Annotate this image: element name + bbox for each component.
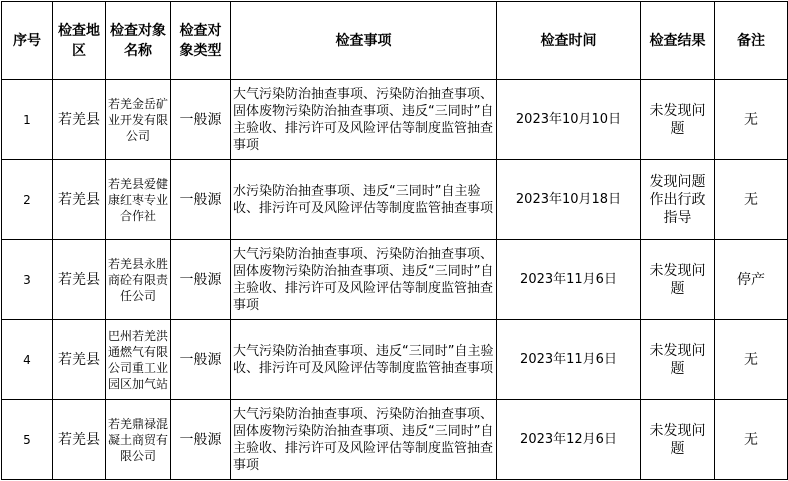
cell-items: 大气污染防治抽查事项、污染防治抽查事项、固体废物污染防治抽查事项、违反“三同时”自主验收、排污许可及风险评估等制度监管抽查事项 (231, 400, 497, 480)
cell-result: 未发现问题 (641, 240, 715, 320)
cell-items: 水污染防治抽查事项、违反“三同时”自主验收、排污许可及风险评估等制度监管抽查事项 (231, 160, 497, 240)
cell-seq: 1 (2, 80, 53, 160)
cell-name: 若羌县永胜商砼有限责任公司 (106, 240, 171, 320)
cell-seq: 5 (2, 400, 53, 480)
cell-type: 一般源 (171, 400, 231, 480)
header-seq: 序号 (2, 2, 53, 80)
table-row (2, 160, 788, 240)
cell-time: 2023年10月18日 (497, 160, 641, 240)
cell-result: 未发现问题 (641, 80, 715, 160)
header-type: 检查对象类型 (171, 2, 231, 80)
cell-region: 若羌县 (53, 160, 106, 240)
table-row (2, 320, 788, 400)
cell-region: 若羌县 (53, 80, 106, 160)
cell-items: 大气污染防治抽查事项、污染防治抽查事项、固体废物污染防治抽查事项、违反“三同时”自主验收、排污许可及风险评估等制度监管抽查事项 (231, 240, 497, 320)
cell-time: 2023年12月6日 (497, 400, 641, 480)
header-note: 备注 (715, 2, 788, 80)
header-time: 检查时间 (497, 2, 641, 80)
cell-note: 无 (715, 320, 788, 400)
inspection-table (1, 1, 788, 480)
table-row (2, 400, 788, 480)
cell-note: 停产 (715, 240, 788, 320)
cell-result: 未发现问题 (641, 400, 715, 480)
cell-name: 若羌金岳矿业开发有限公司 (106, 80, 171, 160)
cell-seq: 3 (2, 240, 53, 320)
table-row (2, 240, 788, 320)
cell-type: 一般源 (171, 240, 231, 320)
cell-result: 发现问题作出行政指导 (641, 160, 715, 240)
header-region: 检查地区 (53, 2, 106, 80)
cell-region: 若羌县 (53, 240, 106, 320)
cell-seq: 2 (2, 160, 53, 240)
cell-note: 无 (715, 80, 788, 160)
cell-name: 巴州若羌洪通燃气有限公司重工业园区加气站 (106, 320, 171, 400)
cell-time: 2023年11月6日 (497, 320, 641, 400)
cell-type: 一般源 (171, 80, 231, 160)
cell-name: 若羌县爱健康红枣专业合作社 (106, 160, 171, 240)
cell-items: 大气污染防治抽查事项、违反“三同时”自主验收、排污许可及风险评估等制度监管抽查事项 (231, 320, 497, 400)
cell-type: 一般源 (171, 160, 231, 240)
cell-result: 未发现问题 (641, 320, 715, 400)
header-row (2, 2, 788, 80)
cell-region: 若羌县 (53, 320, 106, 400)
cell-time: 2023年10月10日 (497, 80, 641, 160)
header-name: 检查对象名称 (106, 2, 171, 80)
header-result: 检查结果 (641, 2, 715, 80)
cell-name: 若羌鼎禄混凝土商贸有限公司 (106, 400, 171, 480)
header-items: 检查事项 (231, 2, 497, 80)
cell-note: 无 (715, 400, 788, 480)
table-row (2, 80, 788, 160)
cell-time: 2023年11月6日 (497, 240, 641, 320)
cell-region: 若羌县 (53, 400, 106, 480)
cell-note: 无 (715, 160, 788, 240)
cell-seq: 4 (2, 320, 53, 400)
cell-items: 大气污染防治抽查事项、污染防治抽查事项、固体废物污染防治抽查事项、违反“三同时”自主验收、排污许可及风险评估等制度监管抽查事项 (231, 80, 497, 160)
cell-type: 一般源 (171, 320, 231, 400)
